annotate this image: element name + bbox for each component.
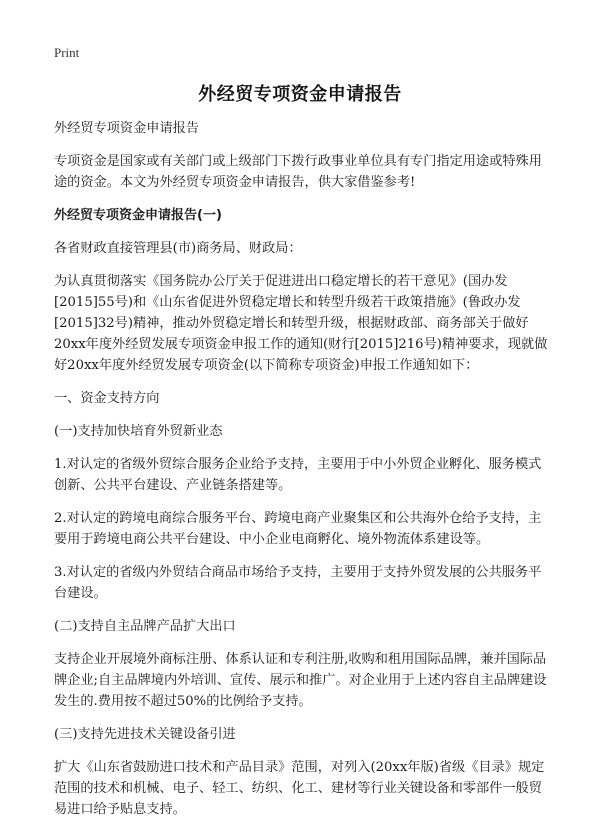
intro-paragraph: 专项资金是国家或有关部门或上级部门下拨行政事业单位具有专门指定用途或特殊用途的资金。本文为外经贸专项资金申请报告，供大家借鉴参考! [54, 154, 542, 190]
list-item: 3.对认定的省级内外贸结合商品市场给予支持，主要用于支持外贸发展的公共服务平台建设。 [54, 565, 542, 601]
body-paragraph: 支持企业开展境外商标注册、体系认证和专利注册,收购和租用国际品牌，兼并国际品牌企业;自主品牌境内外培训、宣传、展示和推广。对企业用于上述内容自主品牌建设发生的.费用按不超过50%的比例给予支持。 [54, 652, 547, 709]
section-heading: 外经贸专项资金申请报告(一) [54, 208, 222, 223]
list-item: 1.对认定的省级外贸综合服务企业给予支持，主要用于中小外贸企业孵化、服务模式创新、公共平台建设、产业链条搭建等。 [54, 457, 542, 493]
body-paragraph: 扩大《山东省鼓励进口技术和产品目录》范围，对列入(20xx年版)省级《目录》规定范围的技术和机械、电子、轻工、纺织、化工、建材等行业关键设备和零部件一般贸易进口给予贴息支持。 [54, 760, 545, 817]
section-title: 一、资金支持方向 [54, 391, 160, 406]
subtitle-paragraph: 外经贸专项资金申请报告 [54, 121, 200, 136]
subsection-title: (三)支持先进技术关键设备引进 [54, 727, 236, 742]
document-title: 外经贸专项资金申请报告 [198, 84, 402, 105]
body-paragraph: 为认真贯彻落实《国务院办公厅关于促进进出口稳定增长的若干意见》(国办发[2015]55号)和《山东省促进外贸稳定增长和转型升级若干政策措施》(鲁政办发[2015]32号)精神，推动外贸稳定增长和转型升级，根据财政部、商务部关于做好20xx年度外经贸发展专项资金申报工作的通知(财行[2015]216号)精神要求，现就做好20xx年度外经贸发展专项资金(以下简称专项资金)申报工作通知如下： [54, 274, 548, 373]
list-item: 2.对认定的跨境电商综合服务平台、跨境电商产业聚集区和公共海外仓给予支持，主要用于跨境电商公共平台建设、中小企业电商孵化、境外物流体系建设等。 [54, 511, 542, 547]
salutation-paragraph: 各省财政直接管理县(市)商务局、财政局： [54, 241, 302, 256]
print-link[interactable]: Print [54, 45, 80, 60]
document-body [54, 118, 550, 832]
subsection-title: (一)支持加快培育外贸新业态 [54, 424, 223, 439]
subsection-title: (二)支持自主品牌产品扩大出口 [54, 619, 236, 634]
